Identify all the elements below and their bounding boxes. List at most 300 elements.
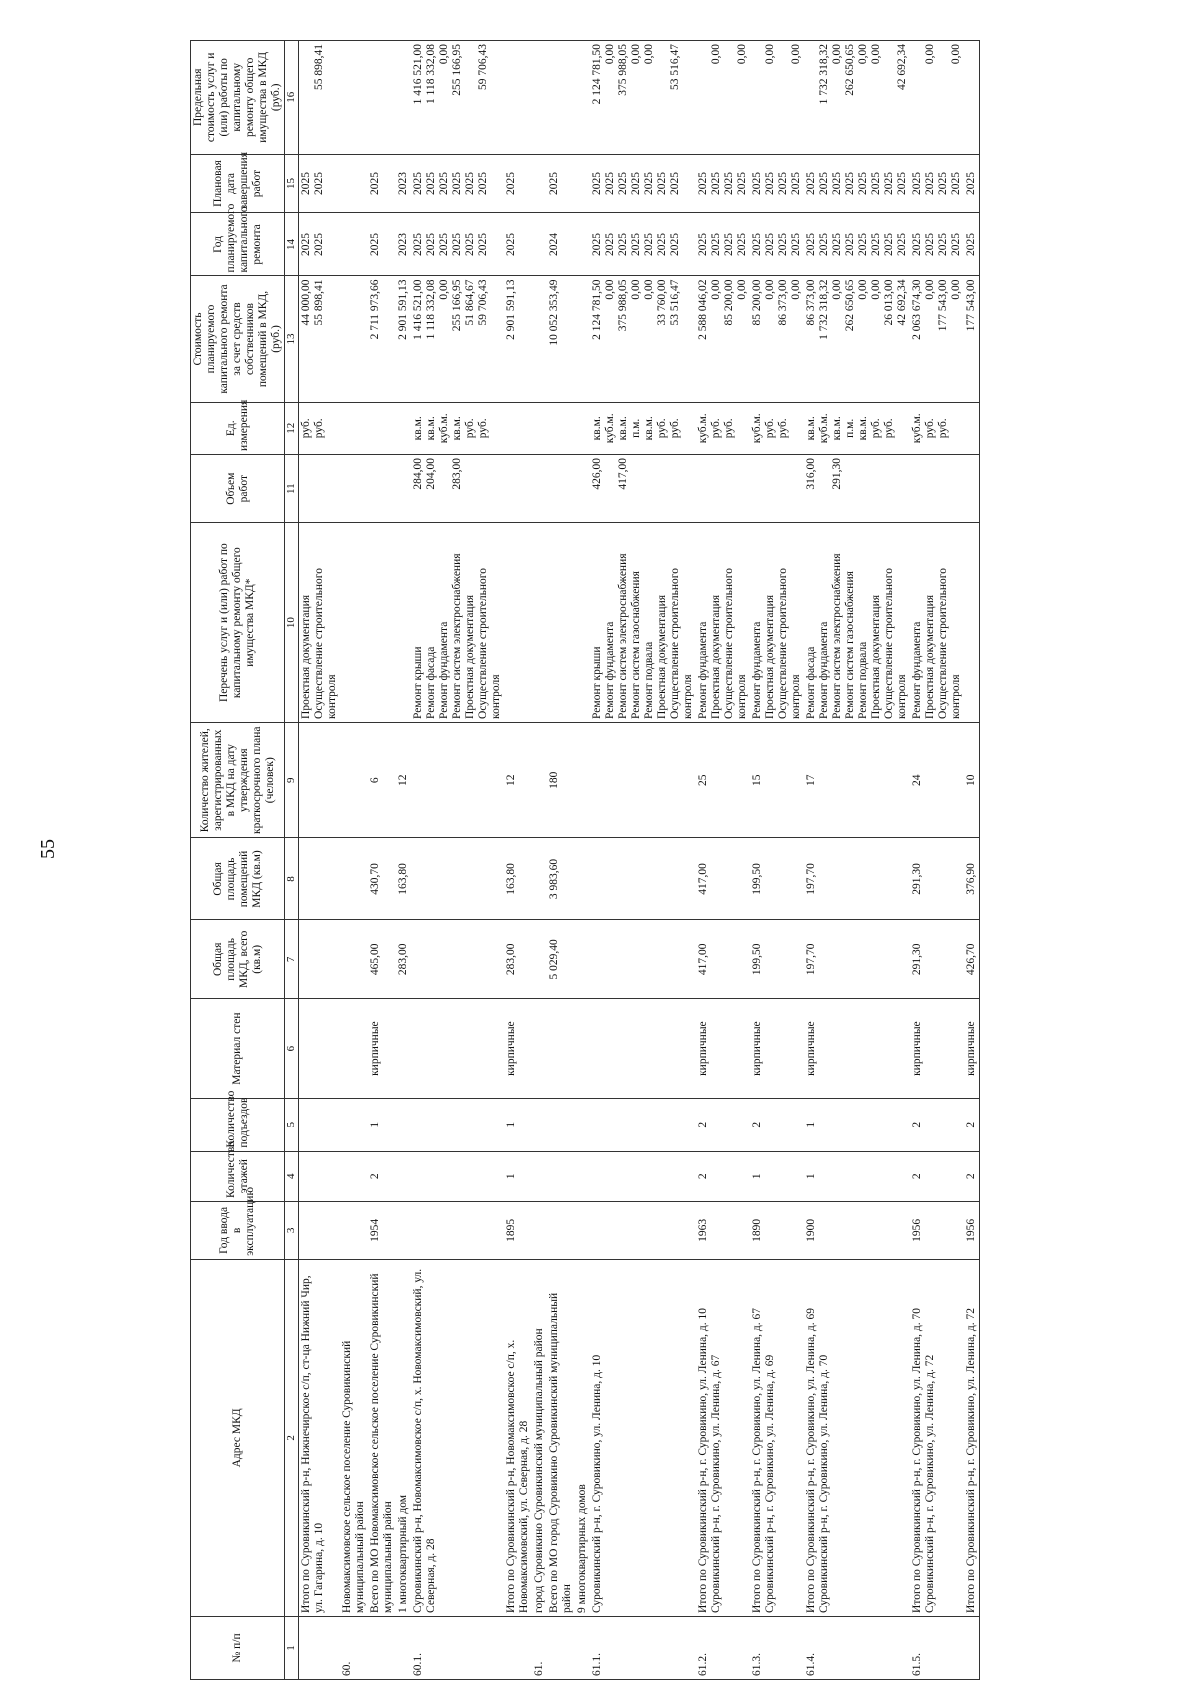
cost-line: 26 013,00 — [883, 279, 895, 326]
header-cell: Ед. измерения — [191, 402, 285, 455]
limit-cost-line — [464, 44, 477, 151]
premises-area — [532, 838, 547, 920]
column-number: 16 — [285, 41, 299, 155]
cost — [804, 276, 910, 402]
unit-line: руб. — [937, 418, 949, 439]
cost-line: 86 373,00 — [777, 279, 789, 326]
total-area — [411, 920, 504, 999]
unit-line: кв.м. — [412, 416, 424, 441]
works — [547, 523, 575, 723]
header-cell: Год ввода в эксплуатацию — [191, 1201, 285, 1259]
entrances — [547, 1099, 575, 1152]
planned-year-line: 2025 — [505, 232, 517, 256]
total-area — [299, 920, 341, 999]
header-cell: № п/п — [191, 1616, 285, 1679]
row-number: 60.1. — [411, 1616, 504, 1679]
planned-year-line: 2025 — [669, 232, 681, 256]
planned-year-line: 2025 — [425, 232, 437, 256]
completion-date-line: 2025 — [723, 172, 735, 196]
entrances — [532, 1099, 547, 1152]
address — [299, 1259, 341, 1616]
cost-line: 0,00 — [736, 279, 748, 300]
unit-line: руб. — [924, 418, 936, 439]
works-line: Ремонт систем электроснабжения — [831, 553, 843, 719]
planned-year — [368, 213, 396, 276]
completion-date-line: 2025 — [805, 172, 817, 196]
planned-year-line: 2025 — [937, 232, 949, 256]
planned-year-line: 2025 — [723, 232, 735, 256]
planned-year-line: 2025 — [710, 232, 722, 256]
address-line: Суровикинский р-н, г. Суровикино, ул. Ленина, д. 70 — [818, 1354, 830, 1613]
table-row — [396, 41, 411, 1680]
limit-cost — [590, 41, 696, 155]
row-number: 61.4. — [804, 1616, 910, 1679]
works-line: Проектная документация — [870, 594, 882, 719]
wall-material: кирпичные — [504, 999, 532, 1099]
completion-date-line: 2025 — [937, 172, 949, 196]
header-cell: Стоимость планируемого капитального ремонта за счет средств собственников помещений в МКД, (руб.) — [191, 276, 285, 402]
column-number: 3 — [285, 1201, 299, 1259]
cost — [696, 276, 750, 402]
total-area: 417,00 — [696, 920, 750, 999]
planned-year — [804, 213, 910, 276]
works-line: Ремонт фундамента — [751, 621, 763, 719]
works-line: Осуществление строительного контроля — [883, 568, 908, 719]
unit-line: руб. — [777, 418, 789, 439]
header-cell: Количество жителей, зарегистрированных в МКД на дату утверждения краткосрочного плана (человек) — [191, 722, 285, 838]
cost-line: 2 901 591,13 — [505, 279, 517, 340]
premises-area: 291,30 — [910, 838, 964, 920]
floors: 2 — [368, 1151, 396, 1201]
row-number: 61. — [532, 1616, 547, 1679]
limit-cost-line: 0,00 — [950, 44, 962, 65]
completion-date-line: 2025 — [710, 172, 722, 196]
works-line: Ремонт крыши — [591, 646, 603, 719]
floors: 2 — [696, 1151, 750, 1201]
unit-line: руб. — [656, 418, 668, 439]
wall-material: кирпичные — [750, 999, 804, 1099]
work-volume-line — [751, 458, 764, 519]
residents: 12 — [504, 722, 532, 838]
completion-date-line: 2025 — [669, 172, 681, 196]
limit-cost-line: 262 650,65 — [844, 44, 856, 96]
floors — [396, 1151, 411, 1201]
limit-cost-line: 0,00 — [604, 44, 616, 65]
work-volume-line: 291,30 — [831, 458, 843, 490]
cost-line: 0,00 — [764, 279, 776, 300]
limit-cost-line: 1 118 332,08 — [425, 44, 437, 104]
work-volume — [299, 455, 341, 523]
unit-line: руб. — [883, 418, 895, 439]
limit-cost — [396, 41, 411, 155]
unit-line: куб.м. — [697, 413, 709, 444]
wall-material: кирпичные — [368, 999, 396, 1099]
work-volume — [368, 455, 396, 523]
floors: 2 — [910, 1151, 964, 1201]
unit-line: кв.м. — [451, 416, 463, 441]
limit-cost-line: 42 692,34 — [896, 44, 908, 90]
completion-date-line: 2025 — [764, 172, 776, 196]
cost-line: 42 692,34 — [896, 279, 908, 326]
total-area: 283,00 — [396, 920, 411, 999]
limit-cost-line — [723, 44, 736, 151]
entrances — [396, 1099, 411, 1152]
limit-cost-line — [697, 44, 710, 151]
planned-year — [411, 213, 504, 276]
wall-material: кирпичные — [964, 999, 980, 1099]
row-number — [396, 1616, 411, 1679]
works-line: Ремонт фундамента — [438, 621, 450, 719]
work-volume-line — [937, 458, 950, 519]
limit-cost-line: 0,00 — [764, 44, 776, 65]
limit-cost — [964, 41, 980, 155]
address-line: Суровикинский р-н, Новомаксимовское с/п, х. Новомаксимовский, ул. Северная, д. 28 — [412, 1268, 437, 1613]
residents: 6 — [368, 722, 396, 838]
completion-date-line: 2025 — [697, 172, 709, 196]
cost-line: 0,00 — [630, 279, 642, 300]
total-area: 291,30 — [910, 920, 964, 999]
total-area — [590, 920, 696, 999]
address-line: город Суровикино Суровикинский муниципальный район — [533, 1328, 545, 1613]
address-line: Итого по Суровикинский р-н, г. Суровикино, ул. Ленина, д. 10 — [697, 1307, 709, 1613]
column-number: 4 — [285, 1151, 299, 1201]
address — [547, 1259, 575, 1616]
planned-year — [750, 213, 804, 276]
planned-year-line: 2025 — [751, 232, 763, 256]
table-header-row — [191, 41, 285, 1680]
completion-date — [590, 154, 696, 213]
entrances — [299, 1099, 341, 1152]
entrances — [575, 1099, 590, 1152]
completion-date-line: 2025 — [505, 172, 517, 196]
column-number: 13 — [285, 276, 299, 402]
cost — [504, 276, 532, 402]
cost — [396, 276, 411, 402]
address-line: Всего по МО город Суровикино Суровикинский муниципальный район — [548, 1292, 573, 1613]
completion-date-line: 2025 — [883, 172, 895, 196]
column-number: 7 — [285, 920, 299, 999]
table-row — [547, 41, 575, 1680]
works-line: Ремонт систем электроснабжения — [451, 553, 463, 719]
work-volume-line — [300, 458, 313, 519]
planned-year-line: 2025 — [591, 232, 603, 256]
works-line: Осуществление строительного контроля — [313, 568, 338, 719]
wall-material — [299, 999, 341, 1099]
premises-area — [299, 838, 341, 920]
total-area: 465,00 — [368, 920, 396, 999]
residents — [532, 722, 547, 838]
works-line: Ремонт систем электроснабжения — [617, 553, 629, 719]
completion-date — [696, 154, 750, 213]
header-cell: Перечень услуг и (или) работ по капитальному ремонту общего имущества МКД* — [191, 523, 285, 723]
works-line: Проектная документация — [464, 594, 476, 719]
work-volume-line — [656, 458, 669, 519]
header-cell: Общая площадь МКД, всего (кв.м) — [191, 920, 285, 999]
address — [910, 1259, 964, 1616]
premises-area — [411, 838, 504, 920]
address-line: Суровикинский р-н, г. Суровикино, ул. Ленина, д. 72 — [924, 1354, 936, 1613]
cost-line: 0,00 — [924, 279, 936, 300]
floors: 1 — [504, 1151, 532, 1201]
cost-line: 59 706,43 — [477, 279, 489, 326]
table-row — [368, 41, 396, 1680]
works — [532, 523, 547, 723]
limit-cost-line — [777, 44, 790, 151]
planned-year — [910, 213, 964, 276]
limit-cost-line: 2 124 781,50 — [591, 44, 603, 105]
wall-material — [575, 999, 590, 1099]
floors: 2 — [964, 1151, 980, 1201]
completion-date-line: 2025 — [777, 172, 789, 196]
entrances: 2 — [910, 1099, 964, 1152]
work-volume-line — [604, 458, 617, 519]
unit — [411, 402, 504, 455]
cost-line: 33 760,00 — [656, 279, 668, 326]
cost-line: 255 166,95 — [451, 279, 463, 332]
header-cell: Плановая дата завершения работ — [191, 154, 285, 213]
cost-line: 0,00 — [950, 279, 962, 300]
completion-date — [340, 154, 368, 213]
unit — [396, 402, 411, 455]
row-number: 61.2. — [696, 1616, 750, 1679]
document-sheet — [190, 30, 1200, 1680]
planned-year — [532, 213, 547, 276]
limit-cost — [910, 41, 964, 155]
work-volume-line — [723, 458, 736, 519]
planned-year-line: 2025 — [857, 232, 869, 256]
column-number: 12 — [285, 402, 299, 455]
completion-date — [804, 154, 910, 213]
works-line: Проектная документация — [924, 594, 936, 719]
unit-line: куб.м. — [911, 413, 923, 444]
address-line: 1 многоквартирный дом — [397, 1494, 409, 1613]
unit — [804, 402, 910, 455]
cost-line: 2 901 591,13 — [397, 279, 409, 340]
completion-date-line: 2025 — [656, 172, 668, 196]
cost — [590, 276, 696, 402]
completion-date — [299, 154, 341, 213]
address — [964, 1259, 980, 1616]
cost-line: 262 650,65 — [844, 279, 856, 332]
column-number: 15 — [285, 154, 299, 213]
planned-year-line: 2025 — [818, 232, 830, 256]
year-built: 1956 — [964, 1201, 980, 1259]
work-volume — [590, 455, 696, 523]
unit-line: руб. — [464, 418, 476, 439]
work-volume-line — [924, 458, 937, 519]
works — [590, 523, 696, 723]
planned-year — [590, 213, 696, 276]
planned-year-line: 2025 — [604, 232, 616, 256]
premises-area: 3 983,60 — [547, 838, 575, 920]
unit — [547, 402, 575, 455]
unit-line: руб. — [764, 418, 776, 439]
planned-year-line: 2025 — [438, 232, 450, 256]
table-row — [590, 41, 696, 1680]
planned-year-line: 2025 — [643, 232, 655, 256]
planned-year-line: 2025 — [630, 232, 642, 256]
year-built: 1963 — [696, 1201, 750, 1259]
unit-line: кв.м. — [643, 416, 655, 441]
completion-date-line: 2025 — [870, 172, 882, 196]
cost-line: 177 543,00 — [965, 279, 977, 332]
cost-line: 2 063 674,30 — [911, 279, 923, 340]
work-volume-line: 316,00 — [805, 458, 817, 490]
completion-date-line: 2025 — [591, 172, 603, 196]
address-line: Суровикинский р-н, г. Суровикино, ул. Ленина, д. 67 — [710, 1354, 722, 1613]
cost — [299, 276, 341, 402]
column-number-row — [285, 41, 299, 1680]
entrances: 2 — [750, 1099, 804, 1152]
residents: 17 — [804, 722, 910, 838]
entrances: 2 — [964, 1099, 980, 1152]
limit-cost-line: 0,00 — [630, 44, 642, 65]
header-cell: Количество подъездов — [191, 1099, 285, 1152]
work-volume-line — [464, 458, 477, 519]
address-line: Итого по Суровикинский р-н, Нижнечирское с/п, ст-ца Нижний Чир, ул. Гагарина, д. 10 — [300, 1275, 325, 1613]
table-row — [910, 41, 964, 1680]
cost-line: 0,00 — [857, 279, 869, 300]
completion-date-line: 2025 — [300, 172, 312, 196]
header-cell: Адрес МКД — [191, 1259, 285, 1616]
works — [411, 523, 504, 723]
row-number — [368, 1616, 396, 1679]
completion-date-line: 2025 — [425, 172, 437, 196]
completion-date-line: 2025 — [831, 172, 843, 196]
address-line: Итого по Суровикинский р-н, г. Суровикино, ул. Ленина, д. 70 — [911, 1307, 923, 1613]
work-volume-line — [857, 458, 870, 519]
cost — [575, 276, 590, 402]
wall-material — [547, 999, 575, 1099]
premises-area: 163,80 — [396, 838, 411, 920]
cost-line: 0,00 — [870, 279, 882, 300]
completion-date-line: 2023 — [397, 172, 409, 196]
work-volume-line: 204,00 — [425, 458, 437, 490]
year-built: 1890 — [750, 1201, 804, 1259]
works-line: Проектная документация — [656, 594, 668, 719]
completion-date-line: 2025 — [617, 172, 629, 196]
entrances — [411, 1099, 504, 1152]
cost-line: 1 732 318,32 — [818, 279, 830, 340]
address — [575, 1259, 590, 1616]
cost-line: 1 416 521,00 — [412, 279, 424, 340]
unit — [910, 402, 964, 455]
limit-cost-line: 53 516,47 — [669, 44, 681, 90]
column-number: 14 — [285, 213, 299, 276]
planned-year-line: 2025 — [412, 232, 424, 256]
work-volume — [804, 455, 910, 523]
work-volume — [910, 455, 964, 523]
unit-line: руб. — [870, 418, 882, 439]
unit-line: руб. — [669, 418, 681, 439]
total-area — [340, 920, 368, 999]
limit-cost-line: 0,00 — [736, 44, 748, 65]
residents — [340, 722, 368, 838]
unit-line: кв.м. — [831, 416, 843, 441]
works — [340, 523, 368, 723]
year-built: 1954 — [368, 1201, 396, 1259]
planned-year-line: 2025 — [924, 232, 936, 256]
cost-line: 85 200,00 — [751, 279, 763, 326]
limit-cost — [804, 41, 910, 155]
works — [575, 523, 590, 723]
address — [804, 1259, 910, 1616]
works-line: Ремонт подвала — [643, 641, 655, 719]
planned-year-line: 2023 — [397, 232, 409, 256]
works — [299, 523, 341, 723]
completion-date — [910, 154, 964, 213]
cost-line: 0,00 — [643, 279, 655, 300]
cost-line: 55 898,41 — [313, 279, 325, 326]
planned-year — [696, 213, 750, 276]
work-volume-line — [313, 458, 326, 519]
cost-line: 53 516,47 — [669, 279, 681, 326]
cost — [340, 276, 368, 402]
limit-cost-line: 255 166,95 — [451, 44, 463, 96]
column-number: 1 — [285, 1616, 299, 1679]
planned-year — [340, 213, 368, 276]
table-row — [411, 41, 504, 1680]
residents: 25 — [696, 722, 750, 838]
works — [504, 523, 532, 723]
work-volume-line — [818, 458, 831, 519]
cost-line: 2 124 781,50 — [591, 279, 603, 340]
work-volume-line: 283,00 — [451, 458, 463, 490]
table-row — [804, 41, 910, 1680]
completion-date — [532, 154, 547, 213]
completion-date-line: 2025 — [924, 172, 936, 196]
limit-cost-line: 55 898,41 — [313, 44, 325, 90]
address — [696, 1259, 750, 1616]
limit-cost — [532, 41, 547, 155]
cost-line: 0,00 — [831, 279, 843, 300]
completion-date-line: 2025 — [369, 172, 381, 196]
header-cell: Предельная стоимость услуг и (или) работы по капитальному ремонту общего имущества в МКД (руб.) — [191, 41, 285, 155]
unit-line: куб.м. — [438, 413, 450, 444]
work-volume — [575, 455, 590, 523]
work-volume — [340, 455, 368, 523]
entrances: 1 — [368, 1099, 396, 1152]
column-number: 11 — [285, 455, 299, 523]
unit — [532, 402, 547, 455]
year-built — [547, 1201, 575, 1259]
premises-area: 376,90 — [964, 838, 980, 920]
cost — [411, 276, 504, 402]
works-line: Ремонт фундамента — [604, 621, 616, 719]
works-line: Ремонт фундамента — [911, 621, 923, 719]
unit — [696, 402, 750, 455]
completion-date-line: 2025 — [857, 172, 869, 196]
premises-area — [590, 838, 696, 920]
works-line: Ремонт фундамента — [697, 621, 709, 719]
unit — [368, 402, 396, 455]
works-line: Осуществление строительного контроля — [723, 568, 748, 719]
unit — [964, 402, 980, 455]
works-line: Ремонт крыши — [412, 646, 424, 719]
completion-date — [368, 154, 396, 213]
limit-cost — [504, 41, 532, 155]
unit — [590, 402, 696, 455]
unit-line: руб. — [477, 418, 489, 439]
planned-year-line: 2025 — [464, 232, 476, 256]
total-area: 5 029,40 — [547, 920, 575, 999]
works-line: Ремонт подвала — [857, 641, 869, 719]
column-number: 9 — [285, 722, 299, 838]
planned-year-line: 2025 — [790, 232, 802, 256]
floors — [532, 1151, 547, 1201]
planned-year-line: 2025 — [697, 232, 709, 256]
residents: 180 — [547, 722, 575, 838]
